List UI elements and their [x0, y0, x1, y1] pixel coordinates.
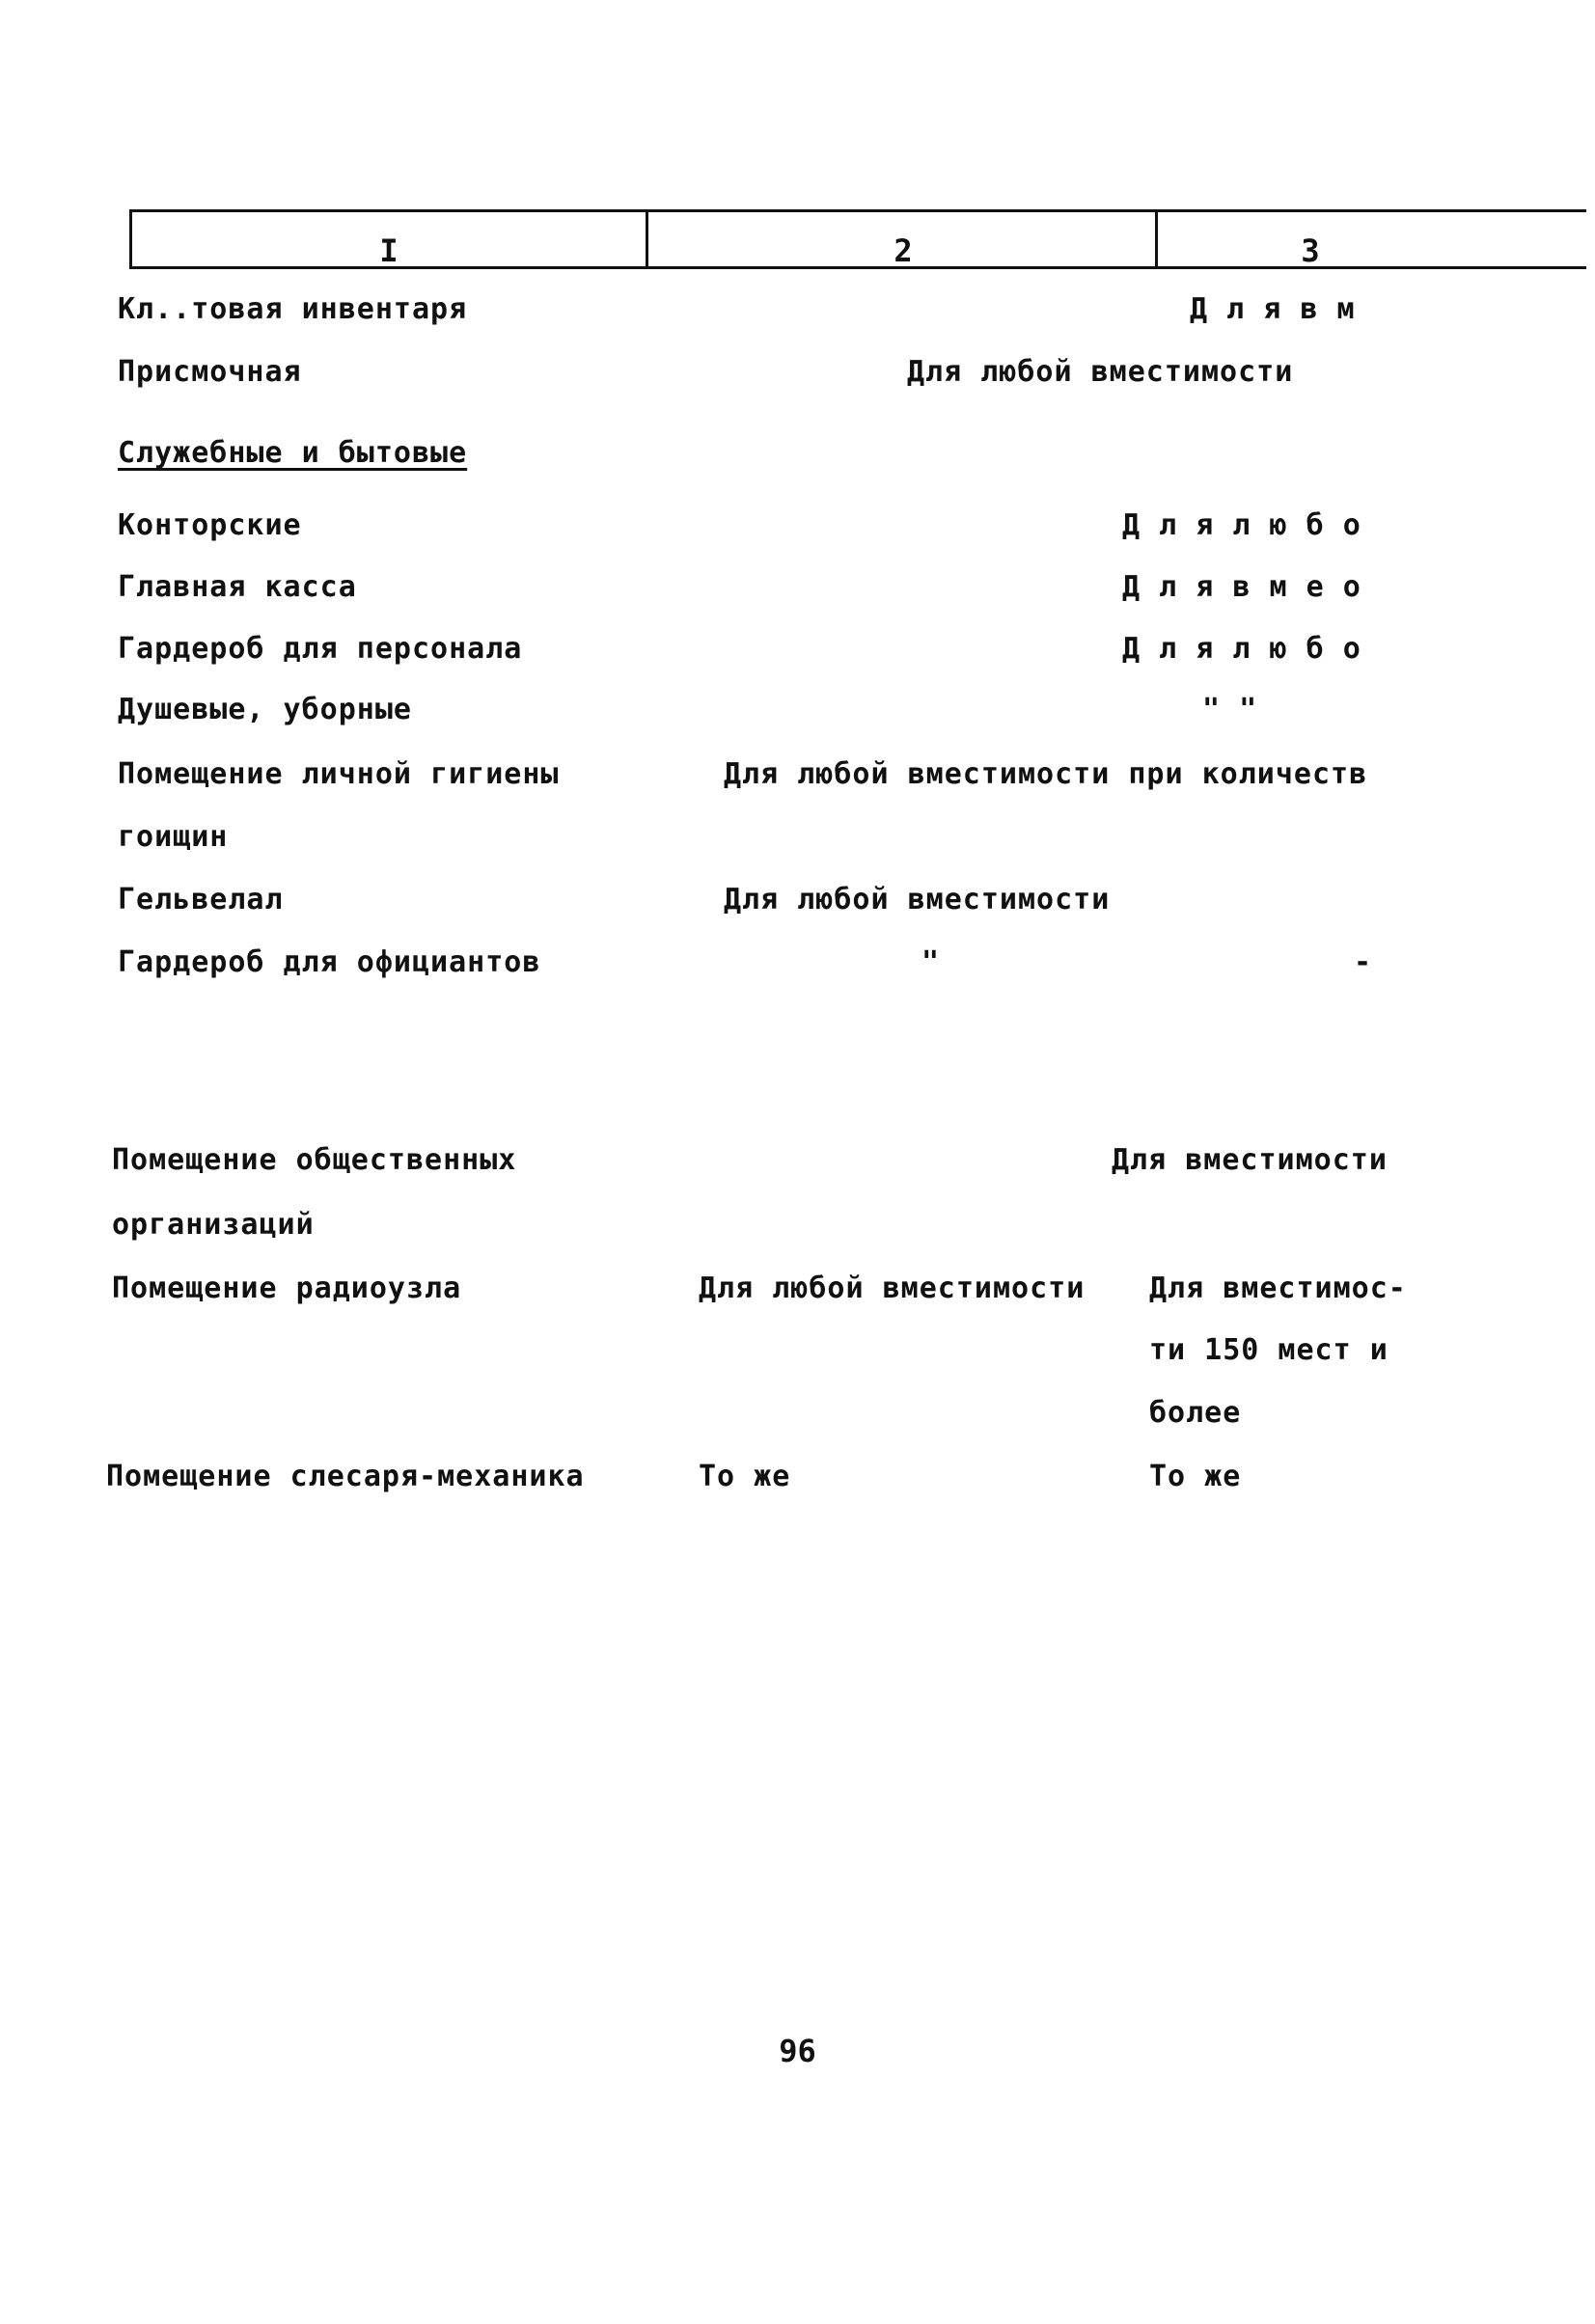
table-row	[0, 1143, 1595, 1191]
page-number: 96	[779, 2033, 816, 2069]
row-col3: ти 150 мест и	[1149, 1333, 1389, 1367]
table-row	[0, 508, 1595, 557]
header-col-2: 2	[646, 212, 1158, 268]
row-label: организаций	[112, 1208, 315, 1242]
row-label: Душевые, уборные	[118, 693, 412, 726]
row-label: Присмочная	[118, 355, 302, 389]
row-label: Кл..товая инвентаря	[118, 292, 468, 326]
table-row	[0, 436, 1595, 484]
row-col3: То же	[1149, 1460, 1242, 1493]
header-col-1: I	[379, 232, 399, 269]
table-row	[0, 570, 1595, 618]
row-col2: Для любой вместимости	[907, 355, 1294, 389]
row-label: Гельвелал	[118, 883, 284, 916]
row-label: Конторские	[118, 508, 302, 542]
row-col3: Для вместимости	[1112, 1143, 1388, 1177]
row-label: Гардероб для персонала	[118, 632, 523, 666]
row-col2: "	[921, 945, 941, 979]
row-col2: Для любой вместимости при количеств	[724, 757, 1368, 791]
row-label: Главная касса	[118, 570, 357, 604]
section-heading: Служебные и бытовые	[118, 436, 468, 470]
table-row	[0, 757, 1595, 806]
table-row	[0, 693, 1595, 741]
table-row	[0, 1208, 1595, 1256]
row-col2: Для любой вместимости	[699, 1271, 1086, 1305]
row-col3: Д л я л ю б о	[1122, 508, 1361, 542]
row-col3: более	[1149, 1396, 1242, 1430]
table-row	[0, 945, 1595, 994]
row-col3: Для вместимос-	[1149, 1271, 1407, 1305]
table-row	[0, 883, 1595, 931]
table-row	[0, 1271, 1595, 1320]
table-row	[0, 820, 1595, 868]
row-col3: " "	[1202, 693, 1258, 726]
table-row	[0, 1460, 1595, 1508]
row-label: гоищин	[118, 820, 229, 854]
table-row	[0, 1333, 1595, 1381]
table-row	[0, 1396, 1595, 1444]
table-row	[0, 355, 1595, 403]
row-col3: -	[1354, 945, 1373, 979]
table-row	[0, 292, 1595, 341]
header-bottom-rule	[1457, 266, 1586, 269]
row-col2: Для любой вместимости	[724, 883, 1111, 916]
row-col3: Д л я л ю б о	[1122, 632, 1361, 666]
row-col2: То же	[699, 1460, 791, 1493]
row-label: Помещение личной гигиены	[118, 757, 560, 791]
table-header	[129, 209, 1457, 269]
row-label: Помещение радиоузла	[112, 1271, 462, 1305]
row-col3: Д л я в м	[1190, 292, 1356, 326]
table-row	[0, 632, 1595, 680]
row-label: Гардероб для официантов	[118, 945, 541, 979]
row-label: Помещение слесаря-механика	[106, 1460, 585, 1493]
header-col-3: 3	[1155, 212, 1463, 268]
row-label: Помещение общественных	[112, 1143, 517, 1177]
header-top-rule	[1457, 209, 1586, 212]
row-col3: Д л я в м е о	[1122, 570, 1361, 604]
